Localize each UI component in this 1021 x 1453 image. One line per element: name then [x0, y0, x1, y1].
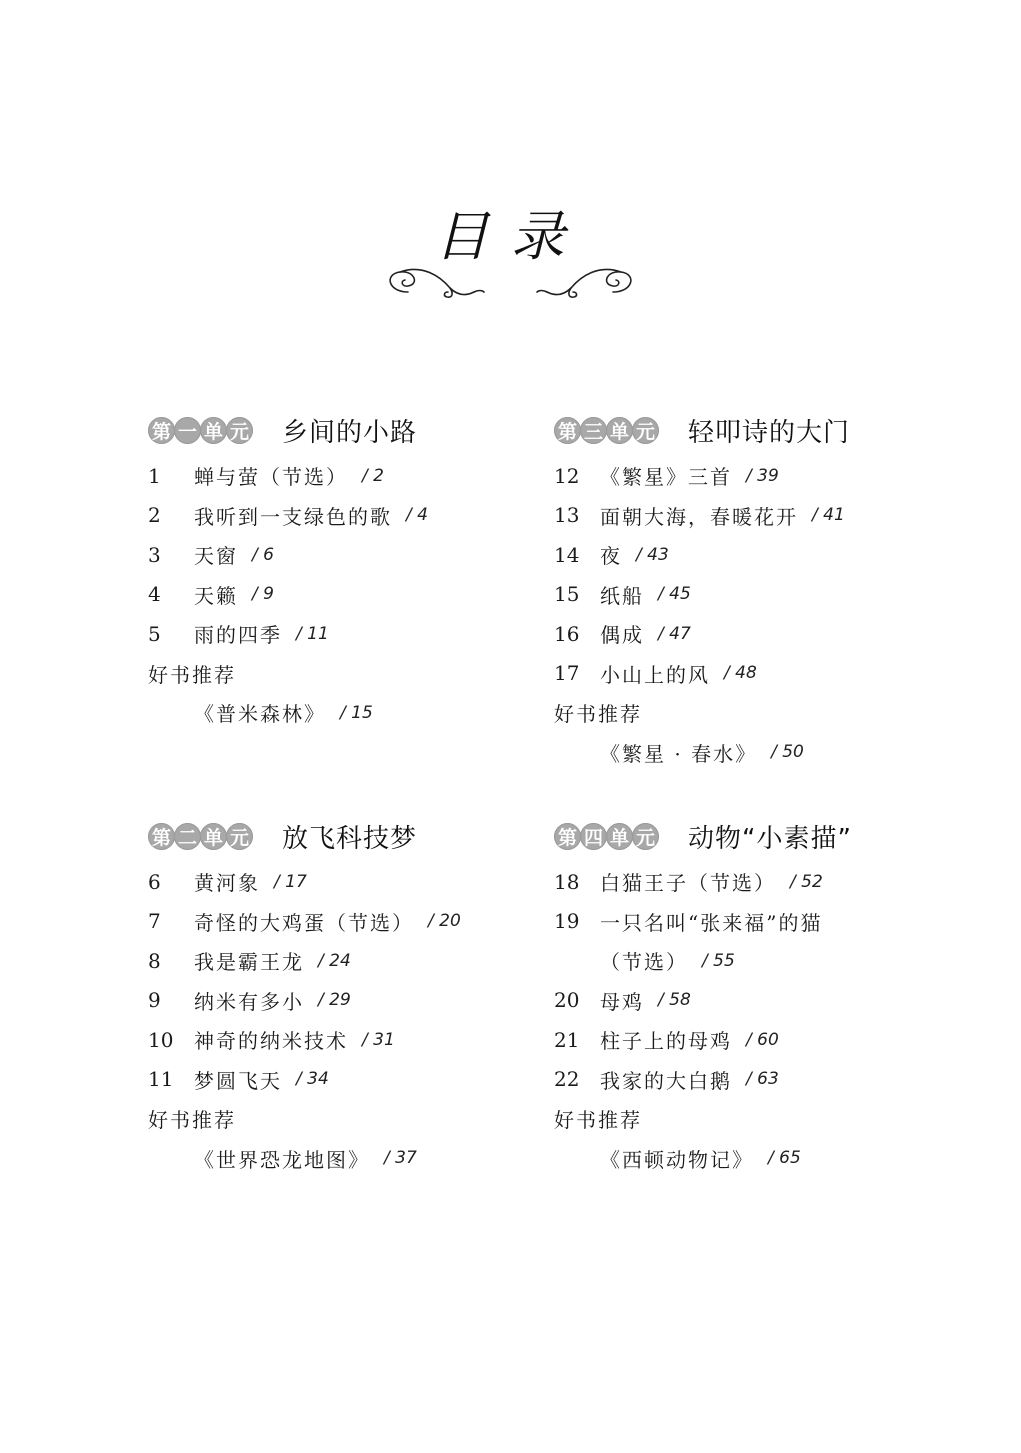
page-number: / 9 — [252, 584, 274, 605]
recommend-label: 好书推荐 — [554, 1108, 642, 1133]
lesson-number: 22 — [554, 1067, 580, 1092]
page-number: / 2 — [362, 465, 384, 486]
toc-entry[interactable] — [554, 654, 974, 694]
toc-entry[interactable] — [554, 862, 974, 902]
toc-entry[interactable] — [554, 456, 974, 496]
lesson-title: 柱子上的母鸡 — [600, 1029, 732, 1054]
unit-3 — [554, 408, 974, 772]
page-number: / 39 — [746, 465, 779, 486]
page-number: / 58 — [658, 990, 691, 1011]
page-title: 目录 — [434, 205, 587, 268]
toc-entry-continuation[interactable] — [554, 941, 974, 981]
lesson-number: 4 — [148, 582, 161, 607]
lesson-number: 18 — [554, 869, 580, 894]
unit-4 — [554, 814, 974, 1178]
page-number: / 34 — [296, 1069, 329, 1090]
page-number: / 60 — [746, 1029, 779, 1050]
lesson-number: 9 — [148, 988, 161, 1013]
recommend-entry[interactable] — [148, 693, 568, 733]
unit-1 — [148, 408, 568, 733]
recommend-entry[interactable] — [554, 733, 974, 773]
page-number: / 4 — [406, 505, 428, 526]
page-number: / 24 — [318, 950, 351, 971]
lesson-title: 面朝大海，春暖花开 — [600, 504, 798, 529]
unit-header — [148, 814, 568, 858]
toc-entry[interactable] — [148, 575, 568, 615]
lesson-title: 纳米有多小 — [194, 989, 304, 1014]
lesson-number: 14 — [554, 542, 580, 567]
badge-char: 单 — [200, 417, 227, 444]
lesson-title: 梦圆飞天 — [194, 1068, 282, 1093]
lesson-number: 12 — [554, 463, 580, 488]
unit-header — [554, 408, 974, 452]
lesson-title: 天窗 — [194, 544, 238, 569]
page-number: / 17 — [274, 871, 307, 892]
lesson-title: 黄河象 — [194, 871, 260, 896]
recommend-label: 好书推荐 — [148, 662, 236, 687]
toc-entry[interactable] — [148, 614, 568, 654]
lesson-title: 《繁星》三首 — [600, 465, 732, 490]
page-number: / 11 — [296, 623, 329, 644]
lesson-number: 10 — [148, 1027, 174, 1052]
toc-entry[interactable] — [148, 535, 568, 575]
lesson-title: 我听到一支绿色的歌 — [194, 504, 392, 529]
page-number: / 48 — [724, 663, 757, 684]
page-number: / 31 — [362, 1029, 395, 1050]
badge-char: 单 — [200, 823, 227, 850]
lesson-number: 16 — [554, 621, 580, 646]
badge-char: 单 — [606, 823, 633, 850]
lesson-title: 雨的四季 — [194, 623, 282, 648]
lesson-number: 7 — [148, 909, 161, 934]
toc-entry[interactable] — [148, 1060, 568, 1100]
toc-entry[interactable] — [148, 981, 568, 1021]
book-title: 《世界恐龙地图》 — [194, 1147, 370, 1172]
page-number: / 45 — [658, 584, 691, 605]
unit-2 — [148, 814, 568, 1178]
lesson-number: 19 — [554, 909, 580, 934]
unit-title: 乡间的小路 — [282, 417, 418, 448]
badge-char: 四 — [580, 823, 607, 850]
lesson-title: 一只名叫“张来福”的猫 — [600, 910, 823, 935]
lesson-number: 3 — [148, 542, 161, 567]
lesson-number: 17 — [554, 661, 580, 686]
lesson-title: 我是霸王龙 — [194, 950, 304, 975]
unit-badge — [148, 823, 252, 850]
toc-entry[interactable] — [148, 456, 568, 496]
lesson-title: 我家的大白鹅 — [600, 1068, 732, 1093]
unit-badge — [554, 417, 658, 444]
toc-entry[interactable] — [148, 941, 568, 981]
unit-badge — [148, 417, 252, 444]
unit-header — [554, 814, 974, 858]
recommend-heading — [148, 654, 568, 694]
lesson-title: （节选） — [600, 950, 688, 975]
recommend-heading — [554, 1099, 974, 1139]
badge-char: 第 — [554, 417, 581, 444]
badge-char: 元 — [226, 417, 253, 444]
page-number: / 20 — [428, 911, 461, 932]
lesson-number: 21 — [554, 1027, 580, 1052]
lesson-number: 13 — [554, 503, 580, 528]
toc-entry[interactable] — [554, 575, 974, 615]
badge-char: 元 — [632, 417, 659, 444]
badge-char: 一 — [174, 417, 201, 444]
page-number: / 50 — [771, 742, 804, 763]
lesson-title: 神奇的纳米技术 — [194, 1029, 348, 1054]
badge-char: 单 — [606, 417, 633, 444]
lesson-title: 夜 — [600, 544, 622, 569]
lesson-number: 6 — [148, 869, 161, 894]
lesson-title: 偶成 — [600, 623, 644, 648]
lesson-number: 1 — [148, 463, 161, 488]
lesson-title: 奇怪的大鸡蛋（节选） — [194, 910, 414, 935]
lesson-number: 2 — [148, 503, 161, 528]
lesson-title: 小山上的风 — [600, 662, 710, 687]
lesson-title: 母鸡 — [600, 989, 644, 1014]
toc-entry[interactable] — [554, 981, 974, 1021]
title-flourish-ornament — [378, 262, 643, 306]
lesson-number: 11 — [148, 1067, 174, 1092]
book-title: 《普米森林》 — [194, 702, 326, 727]
toc-entry[interactable] — [148, 496, 568, 536]
page-number: / 6 — [252, 544, 274, 565]
unit-title: 放飞科技梦 — [282, 823, 418, 854]
unit-title: 动物“小素描” — [688, 823, 852, 854]
badge-char: 第 — [554, 823, 581, 850]
recommend-label: 好书推荐 — [148, 1108, 236, 1133]
page-number: / 47 — [658, 623, 691, 644]
recommend-label: 好书推荐 — [554, 702, 642, 727]
recommend-entry[interactable] — [148, 1139, 568, 1179]
badge-char: 元 — [226, 823, 253, 850]
badge-char: 元 — [632, 823, 659, 850]
page-number: / 65 — [768, 1148, 801, 1169]
toc-entry[interactable] — [148, 1020, 568, 1060]
unit-badge — [554, 823, 658, 850]
lesson-title: 蝉与萤（节选） — [194, 465, 348, 490]
book-title: 《繁星 · 春水》 — [600, 741, 758, 766]
badge-char: 二 — [174, 823, 201, 850]
toc-entry[interactable] — [148, 902, 568, 942]
lesson-title: 白猫王子（节选） — [600, 871, 776, 896]
toc-entry[interactable] — [148, 862, 568, 902]
recommend-heading — [148, 1099, 568, 1139]
page-number: / 37 — [384, 1148, 417, 1169]
badge-char: 第 — [148, 823, 175, 850]
badge-char: 三 — [580, 417, 607, 444]
lesson-title: 纸船 — [600, 583, 644, 608]
page-number: / 41 — [812, 505, 845, 526]
lesson-number: 20 — [554, 988, 580, 1013]
recommend-heading — [554, 693, 974, 733]
page-number: / 63 — [746, 1069, 779, 1090]
toc-entry[interactable] — [554, 1060, 974, 1100]
badge-char: 第 — [148, 417, 175, 444]
toc-entry[interactable] — [554, 1020, 974, 1060]
toc-entry[interactable] — [554, 535, 974, 575]
page-number: / 55 — [702, 950, 735, 971]
lesson-number: 8 — [148, 948, 161, 973]
page-number: / 15 — [340, 702, 373, 723]
unit-header — [148, 408, 568, 452]
page-number: / 29 — [318, 990, 351, 1011]
unit-title: 轻叩诗的大门 — [688, 417, 851, 448]
lesson-number: 5 — [148, 621, 161, 646]
lesson-number: 15 — [554, 582, 580, 607]
page-number: / 52 — [790, 871, 823, 892]
page-number: / 43 — [636, 544, 669, 565]
toc-entry[interactable] — [554, 902, 974, 942]
book-title: 《西顿动物记》 — [600, 1147, 754, 1172]
toc-entry[interactable] — [554, 614, 974, 654]
lesson-title: 天籁 — [194, 583, 238, 608]
toc-entry[interactable] — [554, 496, 974, 536]
recommend-entry[interactable] — [554, 1139, 974, 1179]
